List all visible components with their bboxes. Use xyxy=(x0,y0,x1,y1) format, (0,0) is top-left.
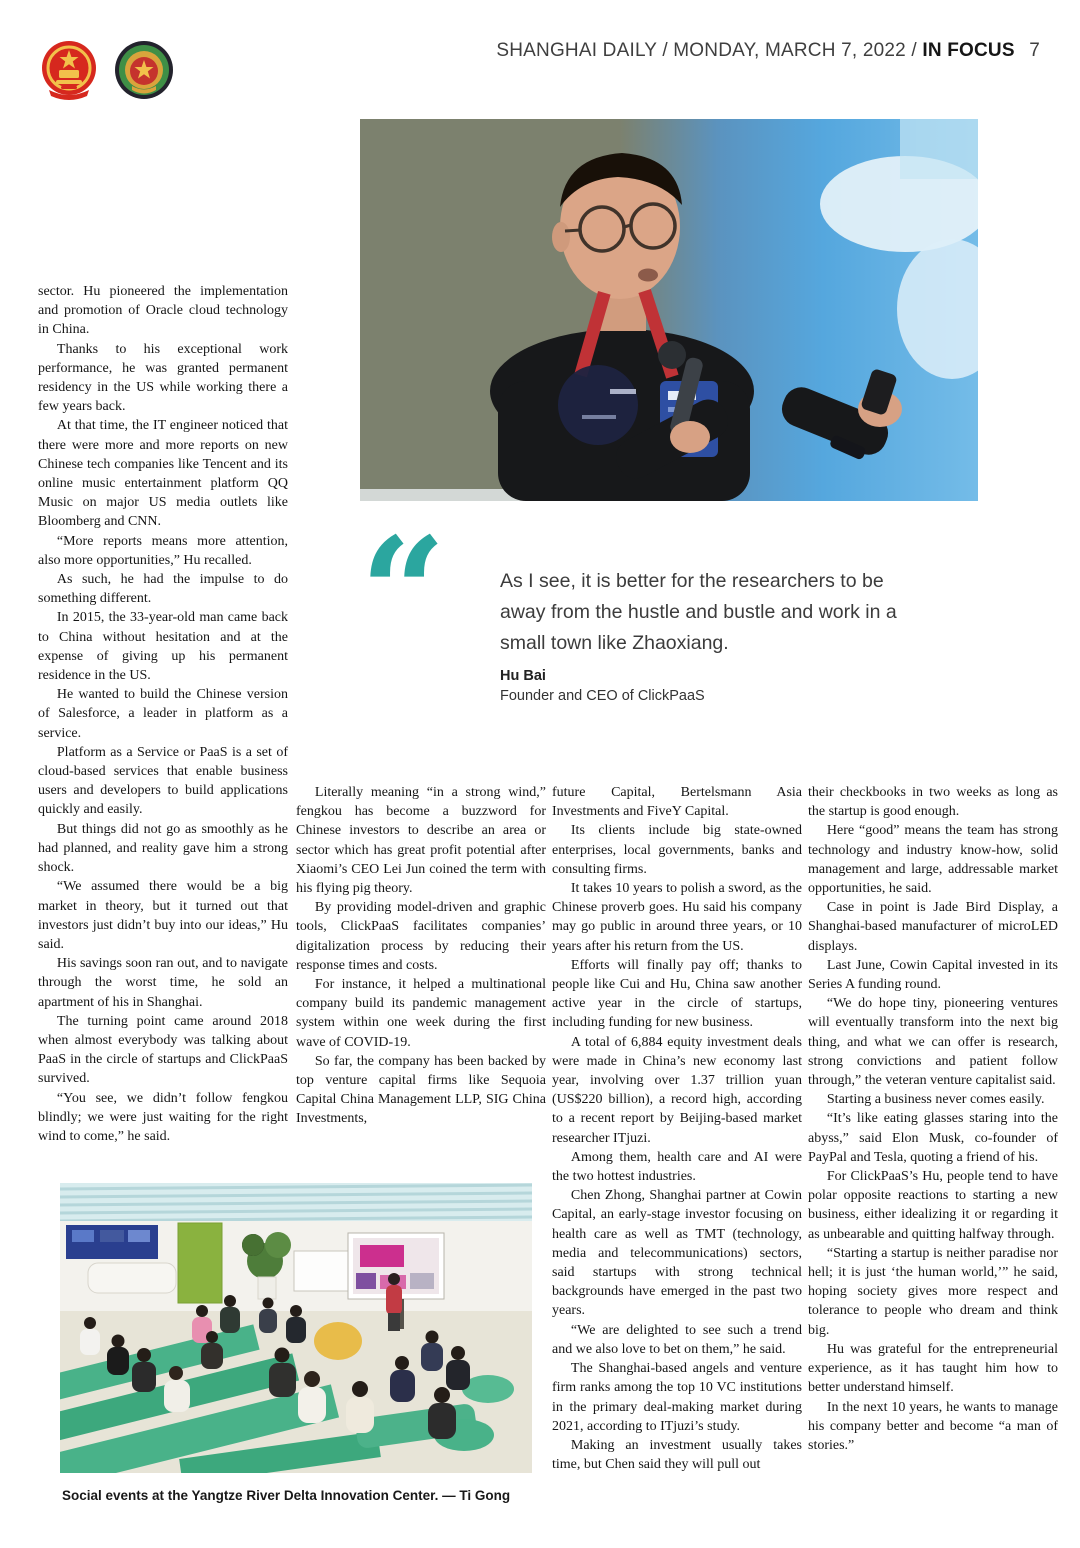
article-paragraph: In 2015, the 33-year-old man came back to China without hesitation and at the expense of giving up his permanent residence in the US. xyxy=(38,610,288,684)
article-paragraph: At that time, the IT engineer noticed that there were more and more reports on new Chinese tech companies like Tencent and its online music entertainment platform QQ Music on major US media outlets like Bloomberg and CNN. xyxy=(38,418,288,530)
article-paragraph: By providing model-driven and graphic tools, ClickPaaS facilitates companies’ digitalization process by reducing their response times and costs. xyxy=(296,900,546,973)
bean-bag xyxy=(314,1322,362,1360)
article-paragraph: In the next 10 years, he wants to manage his company better and become “a man of stories.” xyxy=(808,1399,1058,1453)
article-paragraph: As such, he had the impulse to do something different. xyxy=(38,572,288,607)
header-date-text: SHANGHAI DAILY / MONDAY, MARCH 7, 2022 / xyxy=(496,40,917,61)
speaker-photo xyxy=(360,119,978,501)
cppcc-emblem-icon xyxy=(112,38,176,102)
quote-attribution-name: Hu Bai xyxy=(500,668,546,684)
article-paragraph: Case in point is Jade Bird Display, a Shanghai-based manufacturer of microLED displays. xyxy=(808,900,1058,954)
article-paragraph: Platform as a Service or PaaS is a set of cloud-based services that enable business users and developers to build applications quickly and easily. xyxy=(38,744,288,818)
article-paragraph: For instance, it helped a multinational company build its pandemic management system within one week during the first wave of COVID-19. xyxy=(296,977,546,1050)
article-paragraph: “We assumed there would be a big market in theory, but it turned out that investors just didn’t buy into our ideas,” Hu said. xyxy=(38,879,288,952)
article-paragraph: Here “good” means the team has strong technology and industry know-how, solid management and large, addressable market opportunities, he said. xyxy=(808,823,1058,897)
article-paragraph: Literally meaning “in a strong wind,” fengkou has become a buzzword for Chinese investors to describe an area or sector which has great profit potential after Xiaomi’s CEO Lei Jun coined the term with his flying pig theory. xyxy=(296,785,546,897)
article-paragraph: Chen Zhong, Shanghai partner at Cowin Capital, an early-stage investor focusing on health care as well as TMT (technology, media and telecommunications) sectors, said startups with strong technical backgrounds have emerged in the past two years. xyxy=(552,1188,802,1319)
quote-attribution-title: Founder and CEO of ClickPaaS xyxy=(500,688,705,704)
article-paragraph: It takes 10 years to polish a sword, as the Chinese proverb goes. Hu said his company may go public in around three years, or 10 years after his return from the US. xyxy=(552,881,802,954)
article-paragraph: “You see, we didn’t follow fengkou blindly; we were just waiting for the right wind to come,” he said. xyxy=(38,1090,288,1144)
article-column-1 xyxy=(38,282,288,1152)
quote-mark-icon: “ xyxy=(360,505,441,681)
article-paragraph: So far, the company has been backed by top venture capital firms like Sequoia Capital China Management LLP, SIG China Investments, xyxy=(296,1053,546,1127)
article-column-2 xyxy=(296,783,546,1187)
article-paragraph: His savings soon ran out, and to navigate through the worst time, he sold an apartment of his in Shanghai. xyxy=(38,956,288,1010)
article-paragraph: “More reports means more attention, also more opportunities,” Hu recalled. xyxy=(38,533,288,568)
article-paragraph: Among them, health care and AI were the two hottest industries. xyxy=(552,1149,802,1185)
article-paragraph: future Capital, Bertelsmann Asia Investments and FiveY Capital. xyxy=(552,785,802,820)
header-section-name: IN FOCUS xyxy=(922,40,1015,61)
article-column-3 xyxy=(552,783,802,1545)
round-badge xyxy=(558,365,638,445)
photo-caption: Social events at the Yangtze River Delta Innovation Center. — Ti Gong xyxy=(62,1488,511,1503)
article-paragraph: He wanted to build the Chinese version of Salesforce, a leader in platform as a service. xyxy=(38,687,288,741)
article-paragraph: “We do hope tiny, pioneering ventures will eventually transform into the next big thing, and what we can offer is research, strong convictions and patient follow through,” the veteran venture capitalist said. xyxy=(808,996,1058,1089)
article-paragraph: Making an investment usually takes time, but Chen said they will pull out xyxy=(552,1437,802,1473)
article-paragraph: “It’s like eating glasses staring into the abyss,” said Elon Musk, co-founder of PayPal and Tesla, quoting a friend of his. xyxy=(808,1111,1058,1165)
article-paragraph: their checkbooks in two weeks as long as the startup is good enough. xyxy=(808,785,1058,820)
article-paragraph: Last June, Cowin Capital invested in its Series A funding round. xyxy=(808,957,1058,993)
article-paragraph: For ClickPaaS’s Hu, people tend to have polar opposite reactions to starting a new business, either idealizing it or regarding it as unbearable and quitting halfway through. xyxy=(808,1169,1058,1242)
article-paragraph: Thanks to his exceptional work performance, he was granted permanent residency in the US while working there a few years back. xyxy=(38,341,288,415)
article-paragraph: Hu was grateful for the entrepreneurial experience, as it has taught him how to better understand himself. xyxy=(808,1341,1058,1396)
article-column-4 xyxy=(808,783,1058,1545)
event-photo xyxy=(60,1183,532,1473)
article-paragraph: But things did not go as smoothly as he had planned, and reality gave him a strong shock. xyxy=(38,821,288,876)
article-paragraph: Its clients include big state-owned enterprises, local governments, banks and consulting firms. xyxy=(552,823,802,877)
china-national-emblem-icon xyxy=(40,38,98,102)
article-paragraph: “Starting a startup is neither paradise nor hell; it is just ‘the human world,’” he said, hoping society gives more respect and tolerance to people who dream and think big. xyxy=(808,1245,1058,1338)
article-paragraph: “We are delighted to see such a trend and we also love to bet on them,” he said. xyxy=(552,1322,802,1357)
header-page-number: 7 xyxy=(1029,40,1040,61)
article-paragraph: The turning point came around 2018 when almost everybody was talking about PaaS in the circle of startups and ClickPaaS survived. xyxy=(38,1013,288,1087)
pull-quote-text: As I see, it is better for the researchers to be away from the hustle and bustle and work in a small town like Zhaoxiang. xyxy=(500,570,897,654)
article-paragraph: sector. Hu pioneered the implementation and promotion of Oracle cloud technology in China. xyxy=(38,284,288,338)
article-paragraph: Starting a business never comes easily. xyxy=(826,1092,1045,1108)
article-paragraph: A total of 6,884 equity investment deals were made in China’s new economy last year, involving over 1.37 trillion yuan (US$220 billion), a record high, according to a recent report by Beijing-based market researcher ITjuzi. xyxy=(552,1034,802,1146)
green-wall-panel xyxy=(178,1223,222,1303)
article-paragraph: The Shanghai-based angels and venture firm ranks among the top 10 VC institutions in the primary deal-making market during 2021, according to ITjuzi’s study. xyxy=(552,1361,802,1434)
article-paragraph: Efforts will finally pay off; thanks to people like Cui and Hu, China saw another active year in the circle of startups, including funding for new business. xyxy=(552,957,802,1031)
page-header xyxy=(400,40,1040,62)
